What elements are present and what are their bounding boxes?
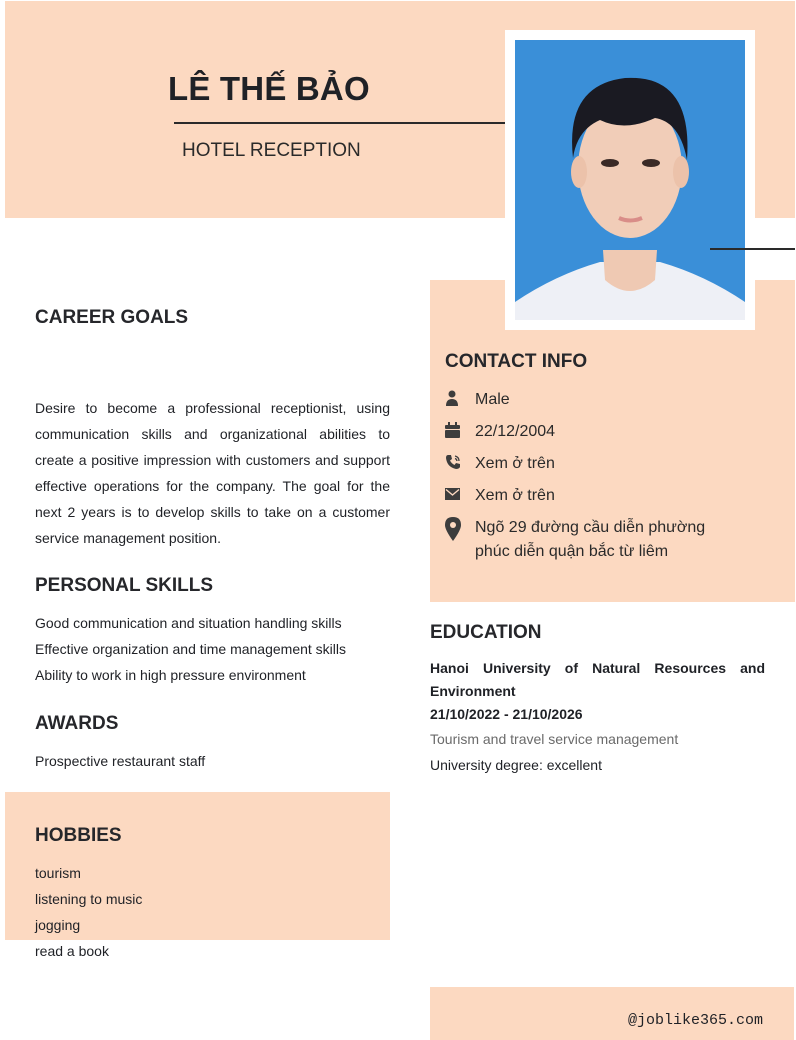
education-heading: EDUCATION xyxy=(430,622,542,643)
awards-heading: AWARDS xyxy=(35,713,119,734)
personal-skills-heading: PERSONAL SKILLS xyxy=(35,575,214,596)
calendar-icon xyxy=(445,420,475,440)
education-dates: 21/10/2022 - 21/10/2026 xyxy=(430,706,583,722)
contact-birthdate xyxy=(445,420,555,444)
hobbies-list xyxy=(35,860,142,964)
profile-photo xyxy=(515,40,745,320)
mail-icon xyxy=(445,484,475,504)
address-value: Ngõ 29 đường cầu diễn phường phúc diễn quận bắc từ liêm xyxy=(475,519,706,560)
skill-item: Good communication and situation handling skills xyxy=(35,615,342,631)
contact-phone xyxy=(445,452,555,476)
phone-icon xyxy=(445,452,475,472)
career-goals-heading: CAREER GOALS xyxy=(35,307,189,328)
birthdate-value: 22/12/2004 xyxy=(475,423,556,440)
email-value: Xem ở trên xyxy=(475,487,555,504)
personal-skills-list xyxy=(35,610,346,688)
location-pin-icon xyxy=(445,516,475,542)
hobby-item: jogging xyxy=(35,917,81,933)
contact-heading: CONTACT INFO xyxy=(445,351,588,372)
award-item: Prospective restaurant staff xyxy=(35,753,206,769)
contact-email xyxy=(445,484,555,508)
candidate-name: LÊ THẾ BẢO xyxy=(168,70,370,107)
awards-list xyxy=(35,748,205,774)
hobbies-heading: HOBBIES xyxy=(35,825,122,846)
skill-item: Ability to work in high pressure environment xyxy=(35,667,306,683)
name-divider xyxy=(174,122,552,124)
contact-gender xyxy=(445,388,510,412)
phone-value: Xem ở trên xyxy=(475,455,555,472)
gender-value: Male xyxy=(475,391,510,408)
watermark-text: @joblike365.com xyxy=(628,1012,764,1029)
hobby-item: tourism xyxy=(35,865,81,881)
job-title: HOTEL RECEPTION xyxy=(182,140,361,161)
contact-address xyxy=(445,516,725,564)
hobby-item: read a book xyxy=(35,943,109,959)
person-icon xyxy=(445,388,475,408)
education-degree: University degree: excellent xyxy=(430,757,602,773)
career-goals-text: Desire to become a professional receptionist, using communication skills and organizational abilities to create a positive impression with customers and support effective operations for the company. The goal for the next 2 years is to develop skills to take on a customer service management position. xyxy=(35,400,390,546)
hobby-item: listening to music xyxy=(35,891,143,907)
school-name: Hanoi University of Natural Resources and Environment xyxy=(430,660,765,699)
education-major: Tourism and travel service management xyxy=(430,731,679,747)
photo-accent-line xyxy=(710,248,795,250)
skill-item: Effective organization and time management skills xyxy=(35,641,347,657)
